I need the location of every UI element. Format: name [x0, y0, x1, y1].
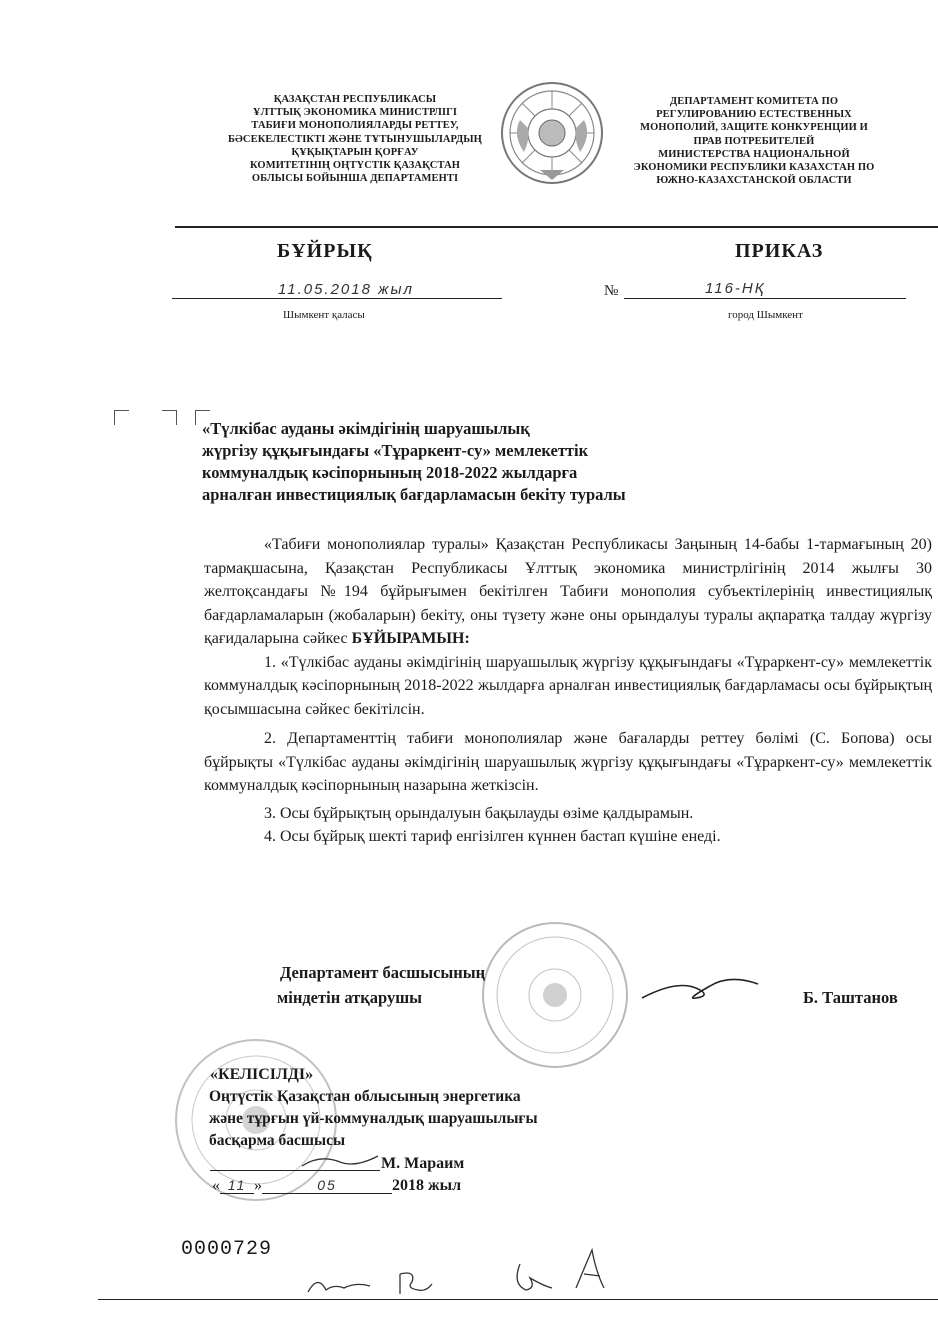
city-ru: город Шымкент [728, 309, 803, 321]
item-3: 3. Осы бұйрықтың орындалуын бақылауды өзіме қалдырамын. [264, 804, 694, 822]
header-left-line: ОБЛЫСЫ БОЙЫНША ДЕПАРТАМЕНТІ [251, 173, 459, 185]
approval-heading: «КЕЛІСІЛДІ» [210, 1066, 314, 1083]
header-right-line: ПРАВ ПОТРЕБИТЕЛЕЙ [693, 135, 815, 147]
item-1: 1. «Түлкібас ауданы әкімдігінің шаруашылық жүргізу құқығындағы «Тұраркент-су» мемлекеттік коммуналдық кәсіпорнының 2018-2022 жылдарға арналған инвестициялық бағдарламасы осы бұйрықтың қосымшасына сәйкес бекітілсін. [204, 653, 932, 718]
header-left-line: ҚАЗАҚСТАН РЕСПУБЛИКАСЫ [273, 94, 437, 105]
preamble-paragraph [204, 533, 932, 651]
header-right-line: ЮЖНО-КАЗАХСТАНСКОЙ ОБЛАСТИ [656, 175, 852, 187]
order-title-kz: БҰЙРЫҚ [277, 240, 373, 262]
order-subject [202, 418, 762, 506]
approval-line-2: және тұрғын үй-коммуналдық шаруашылығы [209, 1110, 538, 1127]
approval-date-quote-close: » [254, 1177, 262, 1194]
approval-line-1: Оңтүстік Қазақстан облысының энергетика [209, 1088, 521, 1105]
header-right-ru [618, 95, 890, 187]
header-right-line: ЭКОНОМИКИ РЕСПУБЛИКИ КАЗАХСТАН ПО [633, 162, 875, 174]
order-date-handwritten: 11.05.2018 жыл [278, 281, 414, 298]
header-right-line: ДЕПАРТАМЕНТ КОМИТЕТА ПО [669, 96, 839, 107]
date-underline [172, 298, 502, 299]
order-number-sign: № [604, 283, 619, 299]
state-emblem [500, 80, 604, 186]
order-title-ru: ПРИКАЗ [735, 240, 824, 262]
approval-date-quote-open: « [212, 1177, 220, 1194]
header-left-line: ТАБИҒИ МОНОПОЛИЯЛАРДЫ РЕТТЕУ, [251, 120, 459, 132]
city-kz: Шымкент қаласы [283, 309, 365, 321]
preamble-directive: БҰЙЫРАМЫН: [351, 630, 470, 647]
approval-date-year: 2018 жыл [392, 1177, 462, 1194]
subject-line: арналған инвестициялық бағдарламасын бекіту туралы [202, 485, 626, 504]
header-right-line: МИНИСТЕРСТВА НАЦИОНАЛЬНОЙ [658, 148, 850, 160]
visa-signatures [300, 1244, 630, 1304]
approval-line-3: басқарма басшысы [209, 1132, 346, 1149]
corner-mark [162, 410, 177, 425]
header-left-line: ҰЛТТЫҚ ЭКОНОМИКА МИНИСТРЛІГІ [252, 107, 458, 119]
header-left-line: ҚҰҚЫҚТАРЫН ҚОРҒАУ [291, 146, 419, 158]
signatory-position-2: міндетін атқарушы [277, 988, 423, 1007]
subject-line: жүргізу құқығындағы «Тұраркент-су» мемлекеттік [202, 441, 589, 460]
signatory-name: Б. Таштанов [803, 988, 898, 1007]
header-left-kz [222, 93, 488, 185]
order-body [204, 533, 932, 849]
number-underline [624, 298, 906, 299]
subject-line: коммуналдық кәсіпорнының 2018-2022 жылдарға [202, 463, 578, 482]
header-right-line: МОНОПОЛИЙ, ЗАЩИТЕ КОНКУРЕНЦИИ И [640, 122, 868, 134]
item-2: 2. Департаменттің табиғи монополиялар және бағаларды реттеу бөлімі (С. Бопова) осы бұйрықты «Түлкібас ауданы әкімдігінің шаруашылық жүргізу құқығындағы «Тұраркент-су» мемлекеттік коммуналдық кәсіпорнының назарына жеткізсін. [204, 730, 932, 794]
serial-number: 0000729 [181, 1238, 273, 1261]
approval-name: М. Мараим [381, 1155, 465, 1172]
header-left-line: БӘСЕКЕЛЕСТІКТІ ЖӘНЕ ТҰТЫНУШЫЛАРДЫҢ [228, 133, 482, 145]
corner-mark [114, 410, 129, 425]
item-4: 4. Осы бұйрық шекті тариф енгізілген күннен бастап күшіне енеді. [264, 828, 721, 845]
handwritten-signature [640, 968, 760, 1008]
header-divider [175, 226, 938, 228]
approval-signature [300, 1148, 380, 1172]
preamble-text: «Табиғи монополиялар туралы» Қазақстан Республикасы Заңының 14-бабы 1-тармағының 20) тармақшасына, Қазақстан Республикасы Ұлттық экономика министрлігінің 2014 жылғы 30 желтоқсандағы №194 бұйрығымен бекітілген Табиғи монополия субъектілерінің инвестициялық бағдарламаларын (жобаларын) бекіту, оны түзету және оны орындалуы туралы ақпаратқа талдау жүргізу қағидаларына сәйкес [204, 536, 932, 647]
order-number-handwritten: 116-НҚ [705, 280, 766, 297]
footer-divider [98, 1299, 938, 1300]
official-stamp [480, 920, 630, 1070]
subject-line: «Түлкібас ауданы әкімдігінің шаруашылық [202, 419, 530, 438]
header-left-line: КОМИТЕТІНІҢ ОҢТҮСТІК ҚАЗАҚСТАН [249, 160, 461, 172]
signatory-position-1: Департамент басшысының [280, 963, 486, 982]
approval-date-day: 11 [220, 1177, 254, 1194]
approval-date [212, 1177, 461, 1195]
approval-date-month: 05 [262, 1177, 392, 1194]
header-right-line: РЕГУЛИРОВАНИЮ ЕСТЕСТВЕННЫХ [656, 109, 852, 121]
